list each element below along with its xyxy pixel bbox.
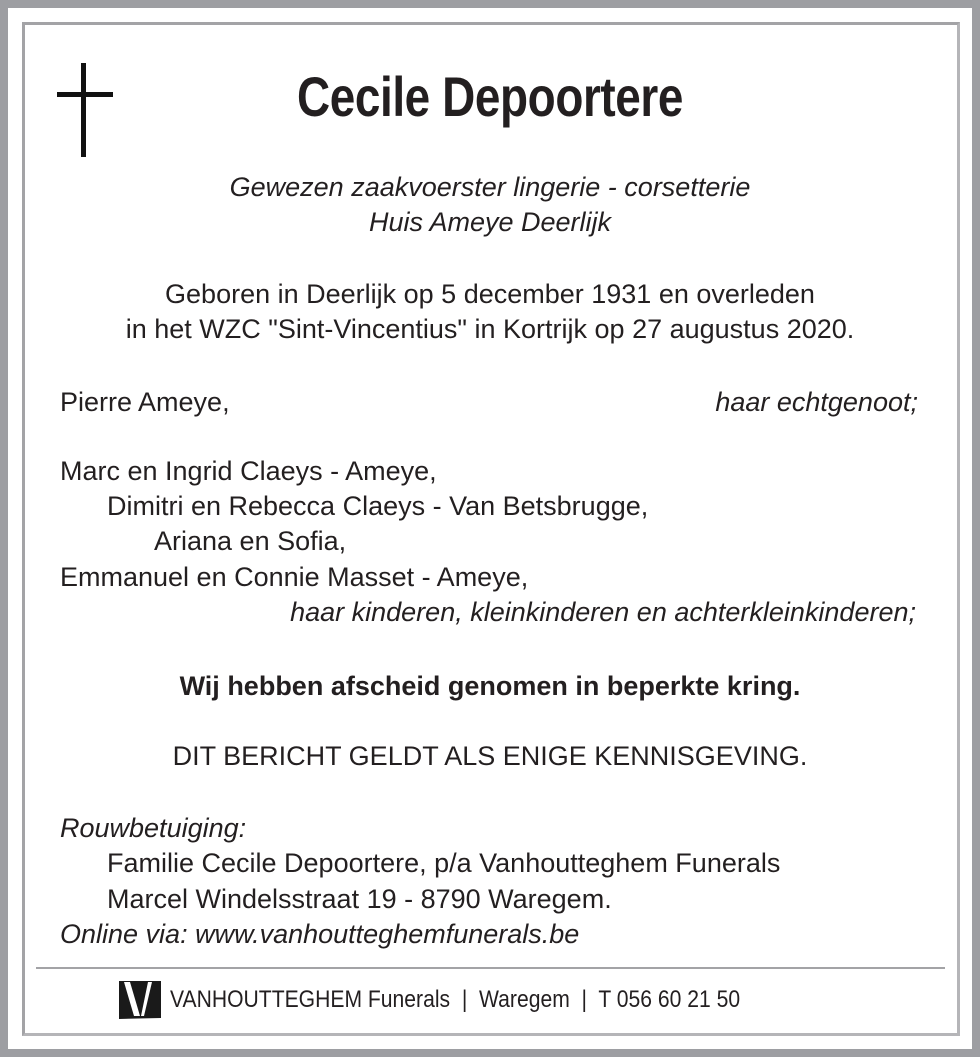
occupation-line-2: Huis Ameye Deerlijk bbox=[368, 207, 612, 237]
family-relation: haar kinderen, kleinkinderen en achterkleinkinderen; bbox=[290, 597, 916, 627]
spouse-relation: haar echtgenoot; bbox=[715, 387, 918, 417]
birth-line-2: in het WZC "Sint-Vincentius" in Kortrijk op 27 augustus 2020. bbox=[125, 314, 855, 344]
footer-divider bbox=[36, 967, 945, 969]
condolences-address-2: Marcel Windelsstraat 19 - 8790 Waregem. bbox=[107, 884, 612, 914]
family-member: Emmanuel en Connie Masset - Ameye, bbox=[60, 562, 529, 592]
notice-statement: DIT BERICHT GELDT ALS ENIGE KENNISGEVING. bbox=[172, 741, 808, 771]
funeral-home-footer bbox=[118, 980, 818, 1020]
family-member: Marc en Ingrid Claeys - Ameye, bbox=[60, 456, 437, 486]
footer-contact-text: VANHOUTTEGHEM Funerals | Waregem | T 056 60 21 50 bbox=[170, 986, 741, 1013]
farewell-statement: Wij hebben afscheid genomen in beperkte kring. bbox=[179, 671, 801, 701]
cross-icon bbox=[81, 63, 86, 157]
deceased-name: Cecile Depoortere bbox=[296, 65, 684, 128]
birth-line-1: Geboren in Deerlijk op 5 december 1931 en overleden bbox=[165, 279, 815, 309]
vanhoutteghem-logo-icon bbox=[118, 980, 162, 1020]
condolences-address-1: Familie Cecile Depoortere, p/a Vanhoutteghem Funerals bbox=[107, 848, 781, 878]
family-member: Ariana en Sofia, bbox=[154, 526, 347, 556]
occupation-line-1: Gewezen zaakvoerster lingerie - corsetterie bbox=[229, 172, 751, 202]
condolences-online: Online via: www.vanhoutteghemfunerals.be bbox=[60, 919, 580, 949]
spouse-name: Pierre Ameye, bbox=[60, 387, 230, 417]
condolences-label: Rouwbetuiging: bbox=[60, 813, 247, 843]
family-member: Dimitri en Rebecca Claeys - Van Betsbrugge, bbox=[107, 491, 649, 521]
